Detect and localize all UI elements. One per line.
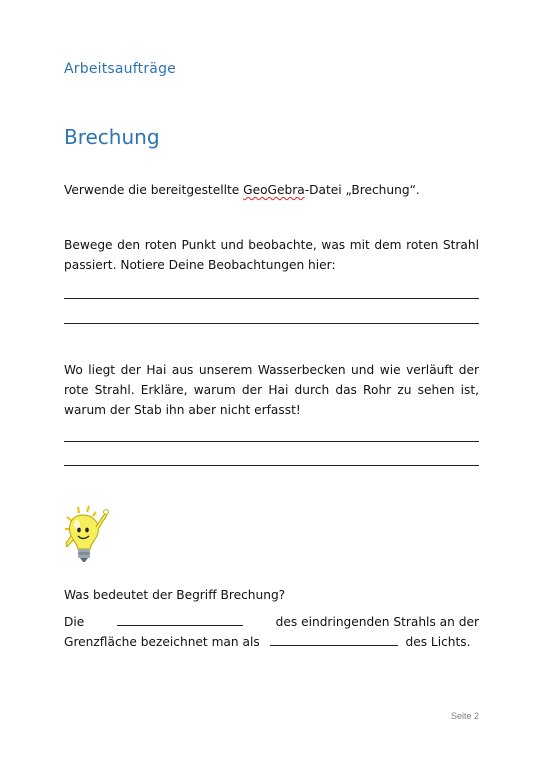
- task-shark-explanation: Wo liegt der Hai aus unserem Wasserbecken und wie verläuft der rote Strahl. Erkläre, warum der Hai durch das Rohr zu sehen ist, warum der Stab ihn aber nicht erfasst!: [64, 363, 479, 417]
- instruction-geogebra: [64, 180, 479, 200]
- instruction-text-end: -Datei „Brechung“.: [304, 183, 420, 197]
- question-definition: Was bedeutet der Begriff Brechung?: [64, 588, 286, 602]
- spellcheck-flagged-word[interactable]: GeoGebra: [243, 183, 305, 197]
- answer-line-2[interactable]: [64, 323, 479, 324]
- section-label: Arbeitsaufträge: [64, 61, 176, 77]
- cloze-text-part4: des Lichts.: [405, 635, 471, 649]
- cloze-text-part1: Die: [64, 615, 85, 629]
- answer-line-3[interactable]: [64, 441, 479, 442]
- cloze-blank-1[interactable]: [117, 612, 243, 626]
- answer-line-1[interactable]: [64, 298, 479, 299]
- answer-line-4[interactable]: [64, 465, 479, 466]
- cloze-sentence: [64, 612, 479, 652]
- lightbulb-idea-icon: [61, 503, 109, 567]
- task-observe-ray: Bewege den roten Punkt und beobachte, was mit dem roten Strahl passiert. Notiere Deine Beobachtungen hier:: [64, 238, 479, 272]
- instruction-text-start: Verwende die bereitgestellte: [64, 183, 244, 197]
- document-title: Brechung: [64, 125, 160, 149]
- page-number: Seite 2: [451, 711, 480, 721]
- cloze-text-part2: des eindringenden Strahls an der: [275, 615, 479, 629]
- cloze-text-part3: Grenzfläche bezeichnet man als: [64, 635, 260, 649]
- cloze-blank-2[interactable]: [270, 632, 398, 646]
